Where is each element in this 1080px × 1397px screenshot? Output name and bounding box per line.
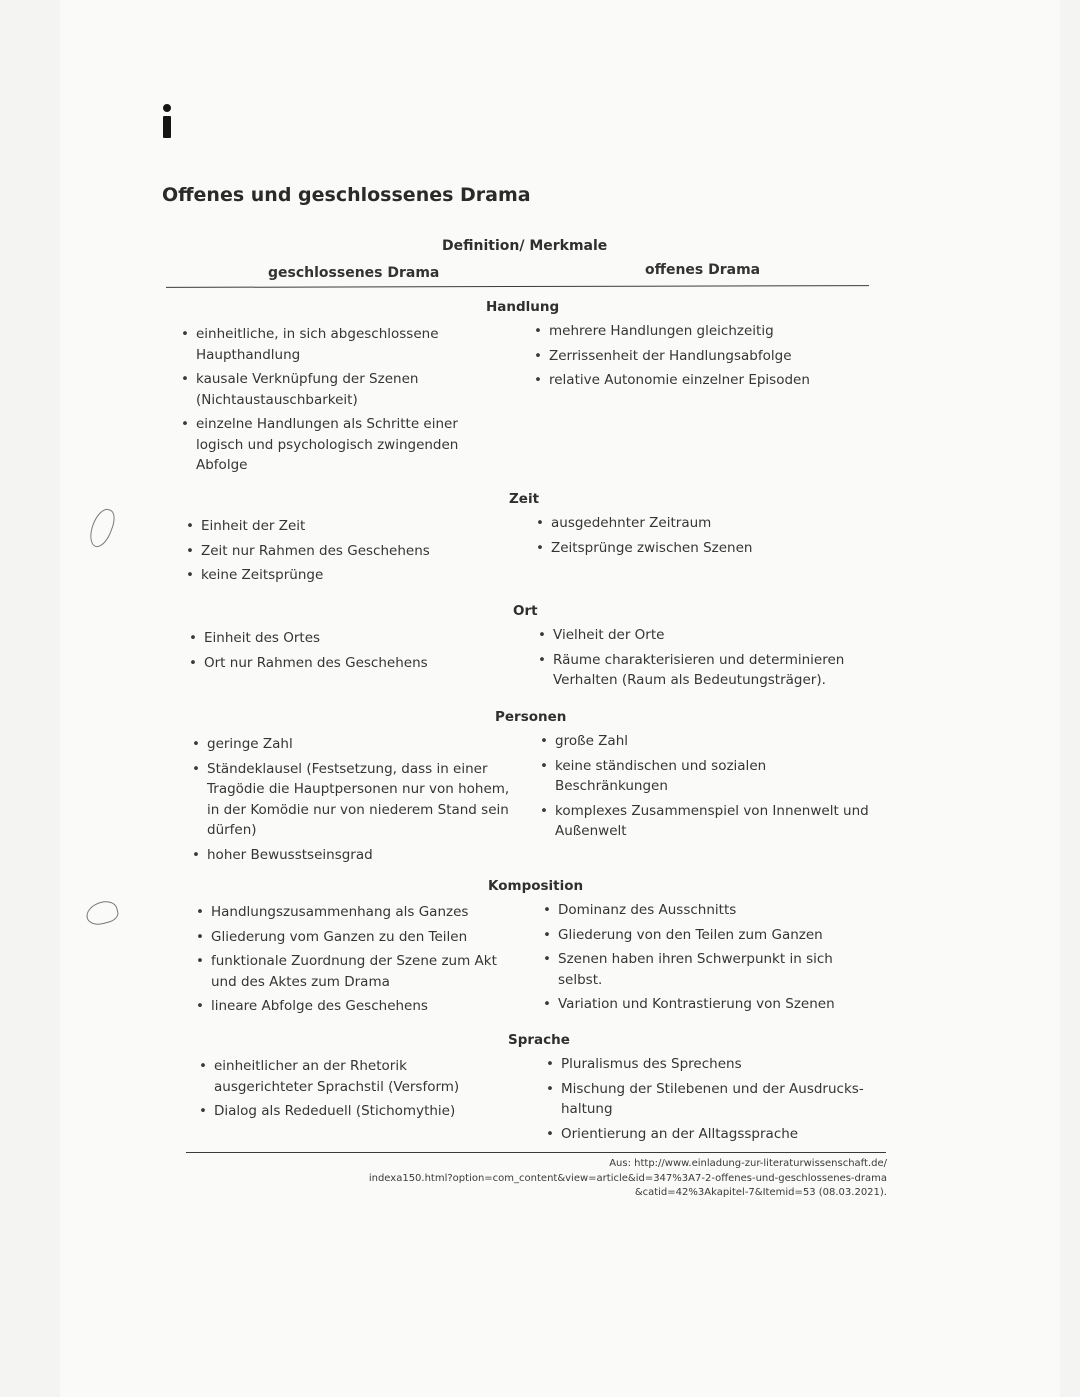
list-item: • keine ständischen und sozialen Beschränkungen bbox=[540, 756, 870, 797]
list-zeit-open bbox=[536, 513, 856, 562]
footer-rule bbox=[186, 1152, 886, 1153]
list-zeit-closed bbox=[186, 516, 476, 590]
list-komposition-open bbox=[543, 900, 853, 1019]
list-item: • Ständeklausel (Festsetzung, dass in einer Tragödie die Hauptpersonen nur von hohem, in der Komödie nur von niederem Stand sein dürfen) bbox=[192, 759, 512, 841]
list-item: • Orientierung an der Alltagssprache bbox=[546, 1124, 866, 1145]
list-item: • funktionale Zuordnung der Szene zum Akt und des Aktes zum Drama bbox=[196, 951, 526, 992]
section-label-sprache: Sprache bbox=[508, 1032, 570, 1048]
list-item: • Gliederung von den Teilen zum Ganzen bbox=[543, 925, 853, 946]
list-item: • einheitlicher an der Rhetorik ausgerichteter Sprachstil (Versform) bbox=[199, 1056, 509, 1097]
section-label-komposition: Komposition bbox=[488, 878, 584, 894]
list-item: • kausale Verknüpfung der Szenen (Nichtaustauschbarkeit) bbox=[181, 369, 471, 410]
section-label-zeit: Zeit bbox=[509, 491, 540, 507]
page-title: Offenes und geschlossenes Drama bbox=[162, 184, 531, 206]
list-sprache-open bbox=[546, 1054, 866, 1148]
list-item: • Dialog als Rededuell (Stichomythie) bbox=[199, 1101, 509, 1122]
list-item: • Zeit nur Rahmen des Geschehens bbox=[186, 541, 476, 562]
section-label-ort: Ort bbox=[513, 603, 538, 619]
list-item: • Einheit der Zeit bbox=[186, 516, 476, 537]
info-icon bbox=[160, 104, 174, 138]
list-handlung-closed bbox=[181, 324, 471, 480]
list-personen-open bbox=[540, 731, 870, 846]
column-header-closed: geschlossenes Drama bbox=[268, 265, 440, 281]
table-subheading: Definition/ Merkmale bbox=[442, 238, 608, 254]
list-item: • Ort nur Rahmen des Geschehens bbox=[189, 653, 479, 674]
list-personen-closed bbox=[192, 734, 512, 869]
list-item: • geringe Zahl bbox=[192, 734, 512, 755]
column-header-open: offenes Drama bbox=[645, 262, 761, 278]
list-item: • hoher Bewusstseinsgrad bbox=[192, 845, 512, 866]
list-item: • Szenen haben ihren Schwerpunkt in sich selbst. bbox=[543, 949, 853, 990]
source-line: indexa150.html?option=com_content&view=article&id=347%3A7-2-offenes-und-geschlossenes-drama bbox=[368, 1172, 887, 1184]
list-item: • Mischung der Stilebenen und der Ausdrucks-haltung bbox=[546, 1079, 866, 1120]
list-item: • Dominanz des Ausschnitts bbox=[543, 900, 853, 921]
list-item: • Variation und Kontrastierung von Szenen bbox=[543, 994, 853, 1015]
list-item: • keine Zeitsprünge bbox=[186, 565, 476, 586]
list-item: • große Zahl bbox=[540, 731, 870, 752]
list-item: • Handlungszusammenhang als Ganzes bbox=[196, 902, 526, 923]
list-item: • relative Autonomie einzelner Episoden bbox=[534, 370, 864, 391]
list-item: • Vielheit der Orte bbox=[538, 625, 848, 646]
list-item: • Gliederung vom Ganzen zu den Teilen bbox=[196, 927, 526, 948]
section-label-handlung: Handlung bbox=[486, 299, 560, 315]
list-item: • komplexes Zusammenspiel von Innenwelt und Außenwelt bbox=[540, 801, 870, 842]
source-line: &catid=42%3Akapitel-7&Itemid=53 (08.03.2021). bbox=[634, 1187, 887, 1198]
section-label-personen: Personen bbox=[495, 709, 567, 725]
list-ort-open bbox=[538, 625, 848, 695]
list-item: • mehrere Handlungen gleichzeitig bbox=[534, 321, 864, 342]
list-item: • Zerrissenheit der Handlungsabfolge bbox=[534, 346, 864, 367]
list-item: • Pluralismus des Sprechens bbox=[546, 1054, 866, 1075]
source-line: Aus: http://www.einladung-zur-literaturwissenschaft.de/ bbox=[609, 1158, 887, 1169]
list-item: • Einheit des Ortes bbox=[189, 628, 479, 649]
list-item: • ausgedehnter Zeitraum bbox=[536, 513, 856, 534]
list-komposition-closed bbox=[196, 902, 526, 1021]
list-item: • Räume charakterisieren und determinieren Verhalten (Raum als Bedeutungsträger). bbox=[538, 650, 848, 691]
list-sprache-closed bbox=[199, 1056, 509, 1126]
list-item: • einzelne Handlungen als Schritte einer logisch und psychologisch zwingenden Abfolge bbox=[181, 414, 471, 476]
source-citation bbox=[327, 1157, 887, 1201]
list-item: • einheitliche, in sich abgeschlossene Haupthandlung bbox=[181, 324, 471, 365]
list-item: • lineare Abfolge des Geschehens bbox=[196, 996, 526, 1017]
list-ort-closed bbox=[189, 628, 479, 677]
list-handlung-open bbox=[534, 321, 864, 395]
list-item: • Zeitsprünge zwischen Szenen bbox=[536, 538, 856, 559]
